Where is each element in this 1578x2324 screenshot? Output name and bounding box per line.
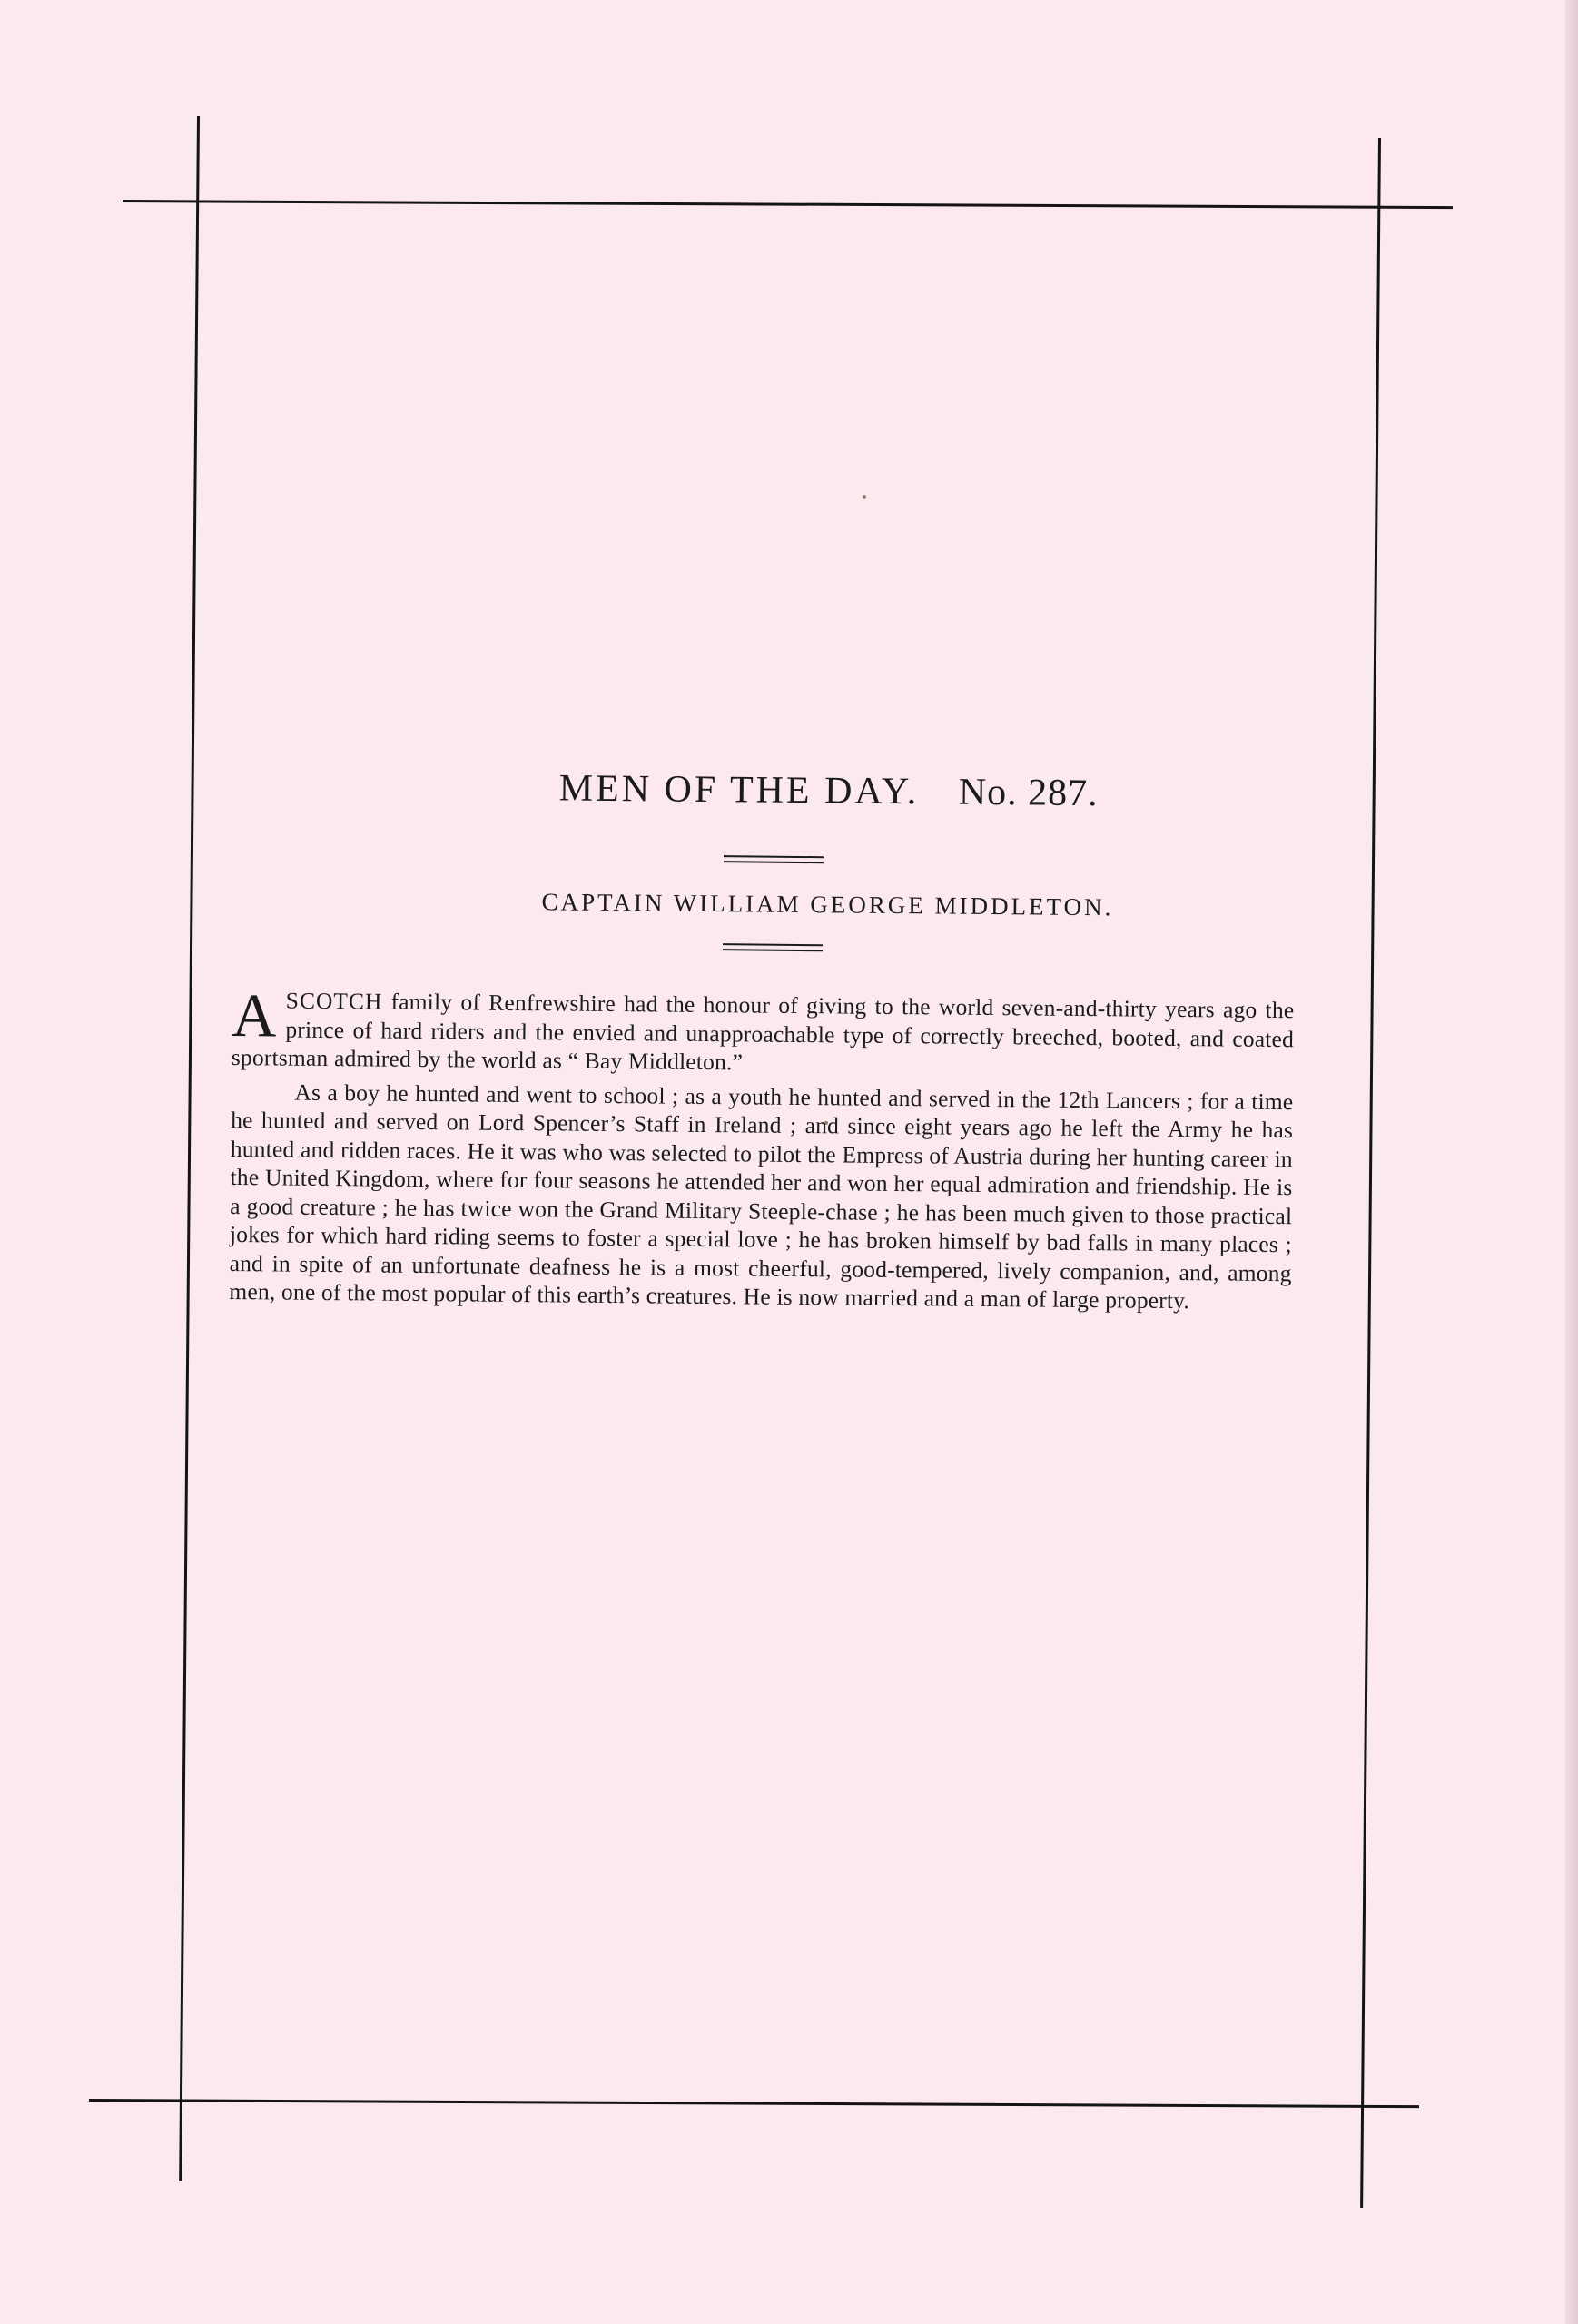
- title-text: MEN OF THE DAY.: [558, 767, 920, 813]
- paragraph-1: [231, 980, 1295, 1082]
- subtitle-divider: [723, 943, 823, 951]
- issue-number: No. 287.: [958, 771, 1099, 815]
- bottom-border-line: [89, 2099, 1419, 2108]
- paragraph-2: As a boy he hunted and went to school ; as a youth he hunted and served in the 12th Lancers ; for a time he hunted and served on Lord Spencer’s Staff in Ireland ; and since eight years ago he left the Army he has hunted and ridden races. He it was who was selected to pilot the Empress of Austria during her hunting career in the United Kingdom, where for four seasons he attended her and won her equal admiration and friendship. He is a good creature ; he has twice won the Grand Military Steeple-chase ; he has been much given to those practical jokes for which hard riding seems to foster a special love ; he has broken himself by bad falls in many places ; and in spite of an unfortunate deafness he is a most cheerful, good-tempered, lively companion, and, among men, one of the most popular of this earth’s creatures. He is now married and a man of large property.: [229, 1078, 1294, 1315]
- article-title: [360, 759, 1297, 822]
- right-border-line: [1360, 138, 1381, 2208]
- article-body: [229, 980, 1295, 1316]
- article: [229, 758, 1297, 1316]
- left-border-line: [179, 116, 200, 2181]
- paragraph-1-lead: SCOTCH: [285, 987, 383, 1015]
- page-edge: [1565, 0, 1578, 2324]
- drop-cap: A: [231, 980, 277, 1050]
- paper-speck: [863, 495, 866, 499]
- title-divider: [724, 855, 824, 863]
- paragraph-1-text: family of Renfrewshire had the honour of giving to the world seven-and-thirty years ago the prince of hard riders and the envied and unapproachable type of correctly breeched, booted, and coated sportsman admired by the world as “ Bay Middleton.”: [231, 988, 1295, 1076]
- article-subtitle: CAPTAIN WILLIAM GEORGE MIDDLETON.: [541, 888, 1114, 921]
- top-border-line: [123, 200, 1453, 209]
